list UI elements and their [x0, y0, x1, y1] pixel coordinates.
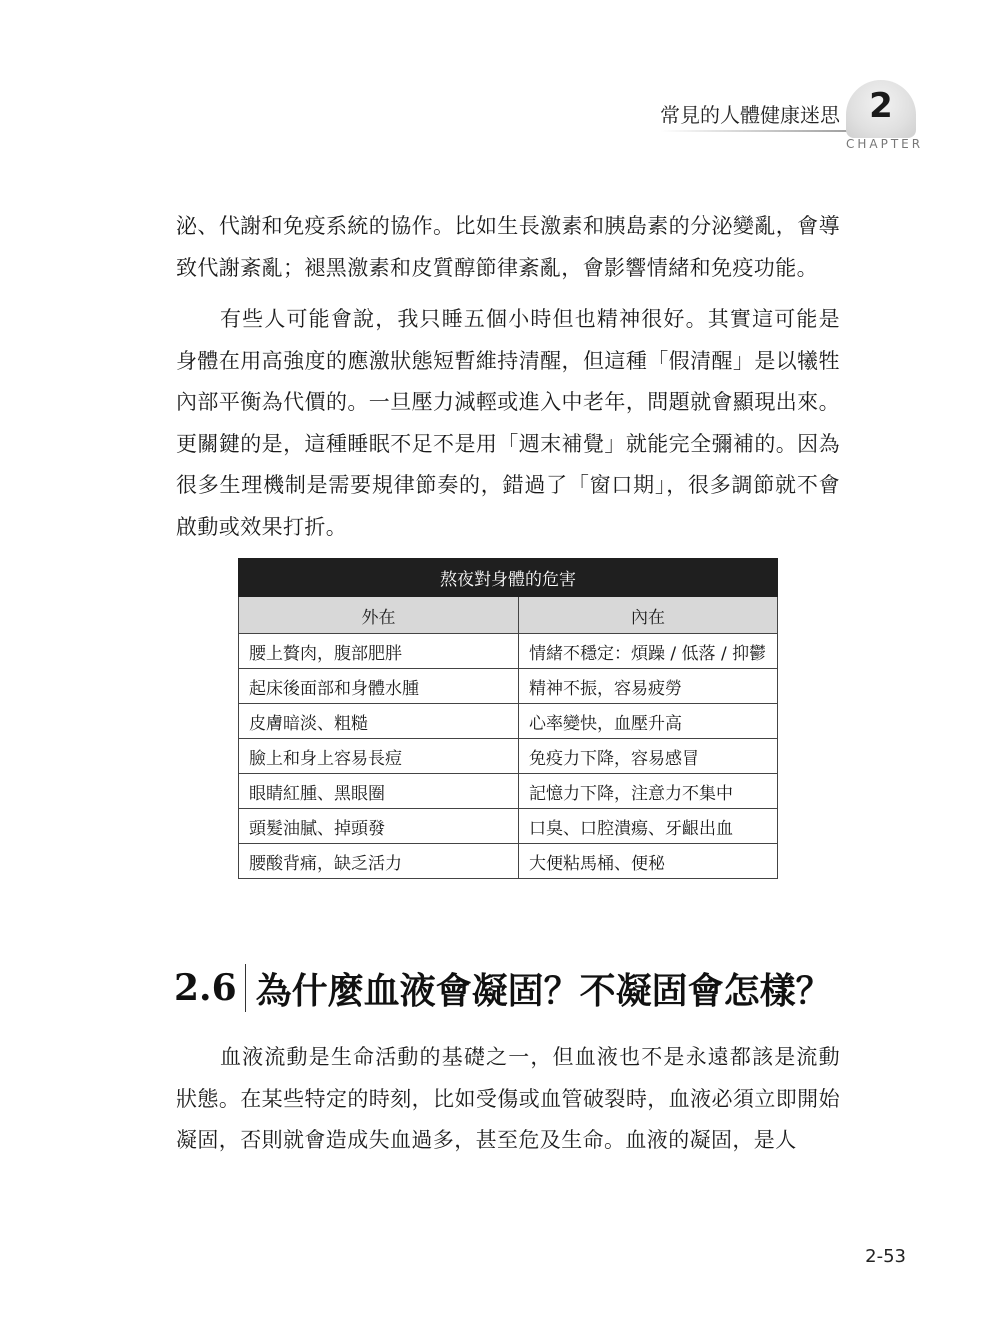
chapter-number: 2 [869, 86, 893, 126]
paragraph-sleep: 有些人可能會說，我只睡五個小時但也精神很好。其實這可能是身體在用高強度的應激狀態短暫維持清醒，但這種「假清醒」是以犧牲內部平衡為代價的。一旦壓力減輕或進入中老年，問題就會顯現出來。更關鍵的是，這種睡眠不足不是用「週末補覺」就能完全彌補的。因為很多生理機制是需要規律節奏的，錯過了「窗口期」，很多調節就不會啟動或效果打折。 [176, 307, 840, 539]
paragraph-continued: 泌、代謝和免疫系統的協作。比如生長激素和胰島素的分泌變亂，會導致代謝紊亂；褪黑激素和皮質醇節律紊亂，會影響情緒和免疫功能。 [176, 214, 840, 280]
table-cell: 皮膚暗淡、粗糙 [239, 704, 519, 739]
table-row [239, 774, 778, 809]
table-caption: 熬夜對身體的危害 [239, 559, 778, 597]
section-number: 2.6 [174, 967, 237, 1009]
table-cell: 起床後面部和身體水腫 [239, 669, 519, 704]
column-header-external: 外在 [239, 597, 519, 634]
section-title: 為什麼血液會凝固？不凝固會怎樣？ [255, 969, 832, 1012]
paragraph-blood: 血液流動是生命活動的基礎之一，但血液也不是永遠都該是流動狀態。在某些特定的時刻，比如受傷或血管破裂時，血液必須立即開始凝固，否則就會造成失血過多，甚至危及生命。血液的凝固，是人 [176, 1045, 840, 1152]
table-row [239, 809, 778, 844]
table-cell: 免疫力下降，容易感冒 [519, 739, 778, 774]
table-cell: 腰酸背痛，缺乏活力 [239, 844, 519, 879]
table-row [239, 704, 778, 739]
table-row [239, 844, 778, 879]
table-cell: 心率變快，血壓升高 [519, 704, 778, 739]
running-header-title: 常見的人體健康迷思 [660, 103, 840, 127]
table-cell: 眼睛紅腫、黑眼圈 [239, 774, 519, 809]
section-divider [245, 964, 246, 1012]
table-row [239, 669, 778, 704]
header-rule [660, 130, 860, 132]
table-row [239, 634, 778, 669]
section-heading [174, 958, 832, 1018]
table-cell: 情緒不穩定：煩躁 / 低落 / 抑鬱 [519, 634, 778, 669]
table-cell: 頭髮油膩、掉頭發 [239, 809, 519, 844]
table-cell: 臉上和身上容易長痘 [239, 739, 519, 774]
table-cell: 腰上贅肉，腹部肥胖 [239, 634, 519, 669]
page-number: 2-53 [865, 1246, 906, 1267]
table-cell: 精神不振，容易疲勞 [519, 669, 778, 704]
table-cell: 口臭、口腔潰瘍、牙齦出血 [519, 809, 778, 844]
table-cell: 記憶力下降，注意力不集中 [519, 774, 778, 809]
table-row [239, 739, 778, 774]
table-cell: 大便粘馬桶、便秘 [519, 844, 778, 879]
column-header-internal: 內在 [519, 597, 778, 634]
harm-table [238, 558, 778, 879]
chapter-label: CHAPTER [846, 137, 924, 151]
